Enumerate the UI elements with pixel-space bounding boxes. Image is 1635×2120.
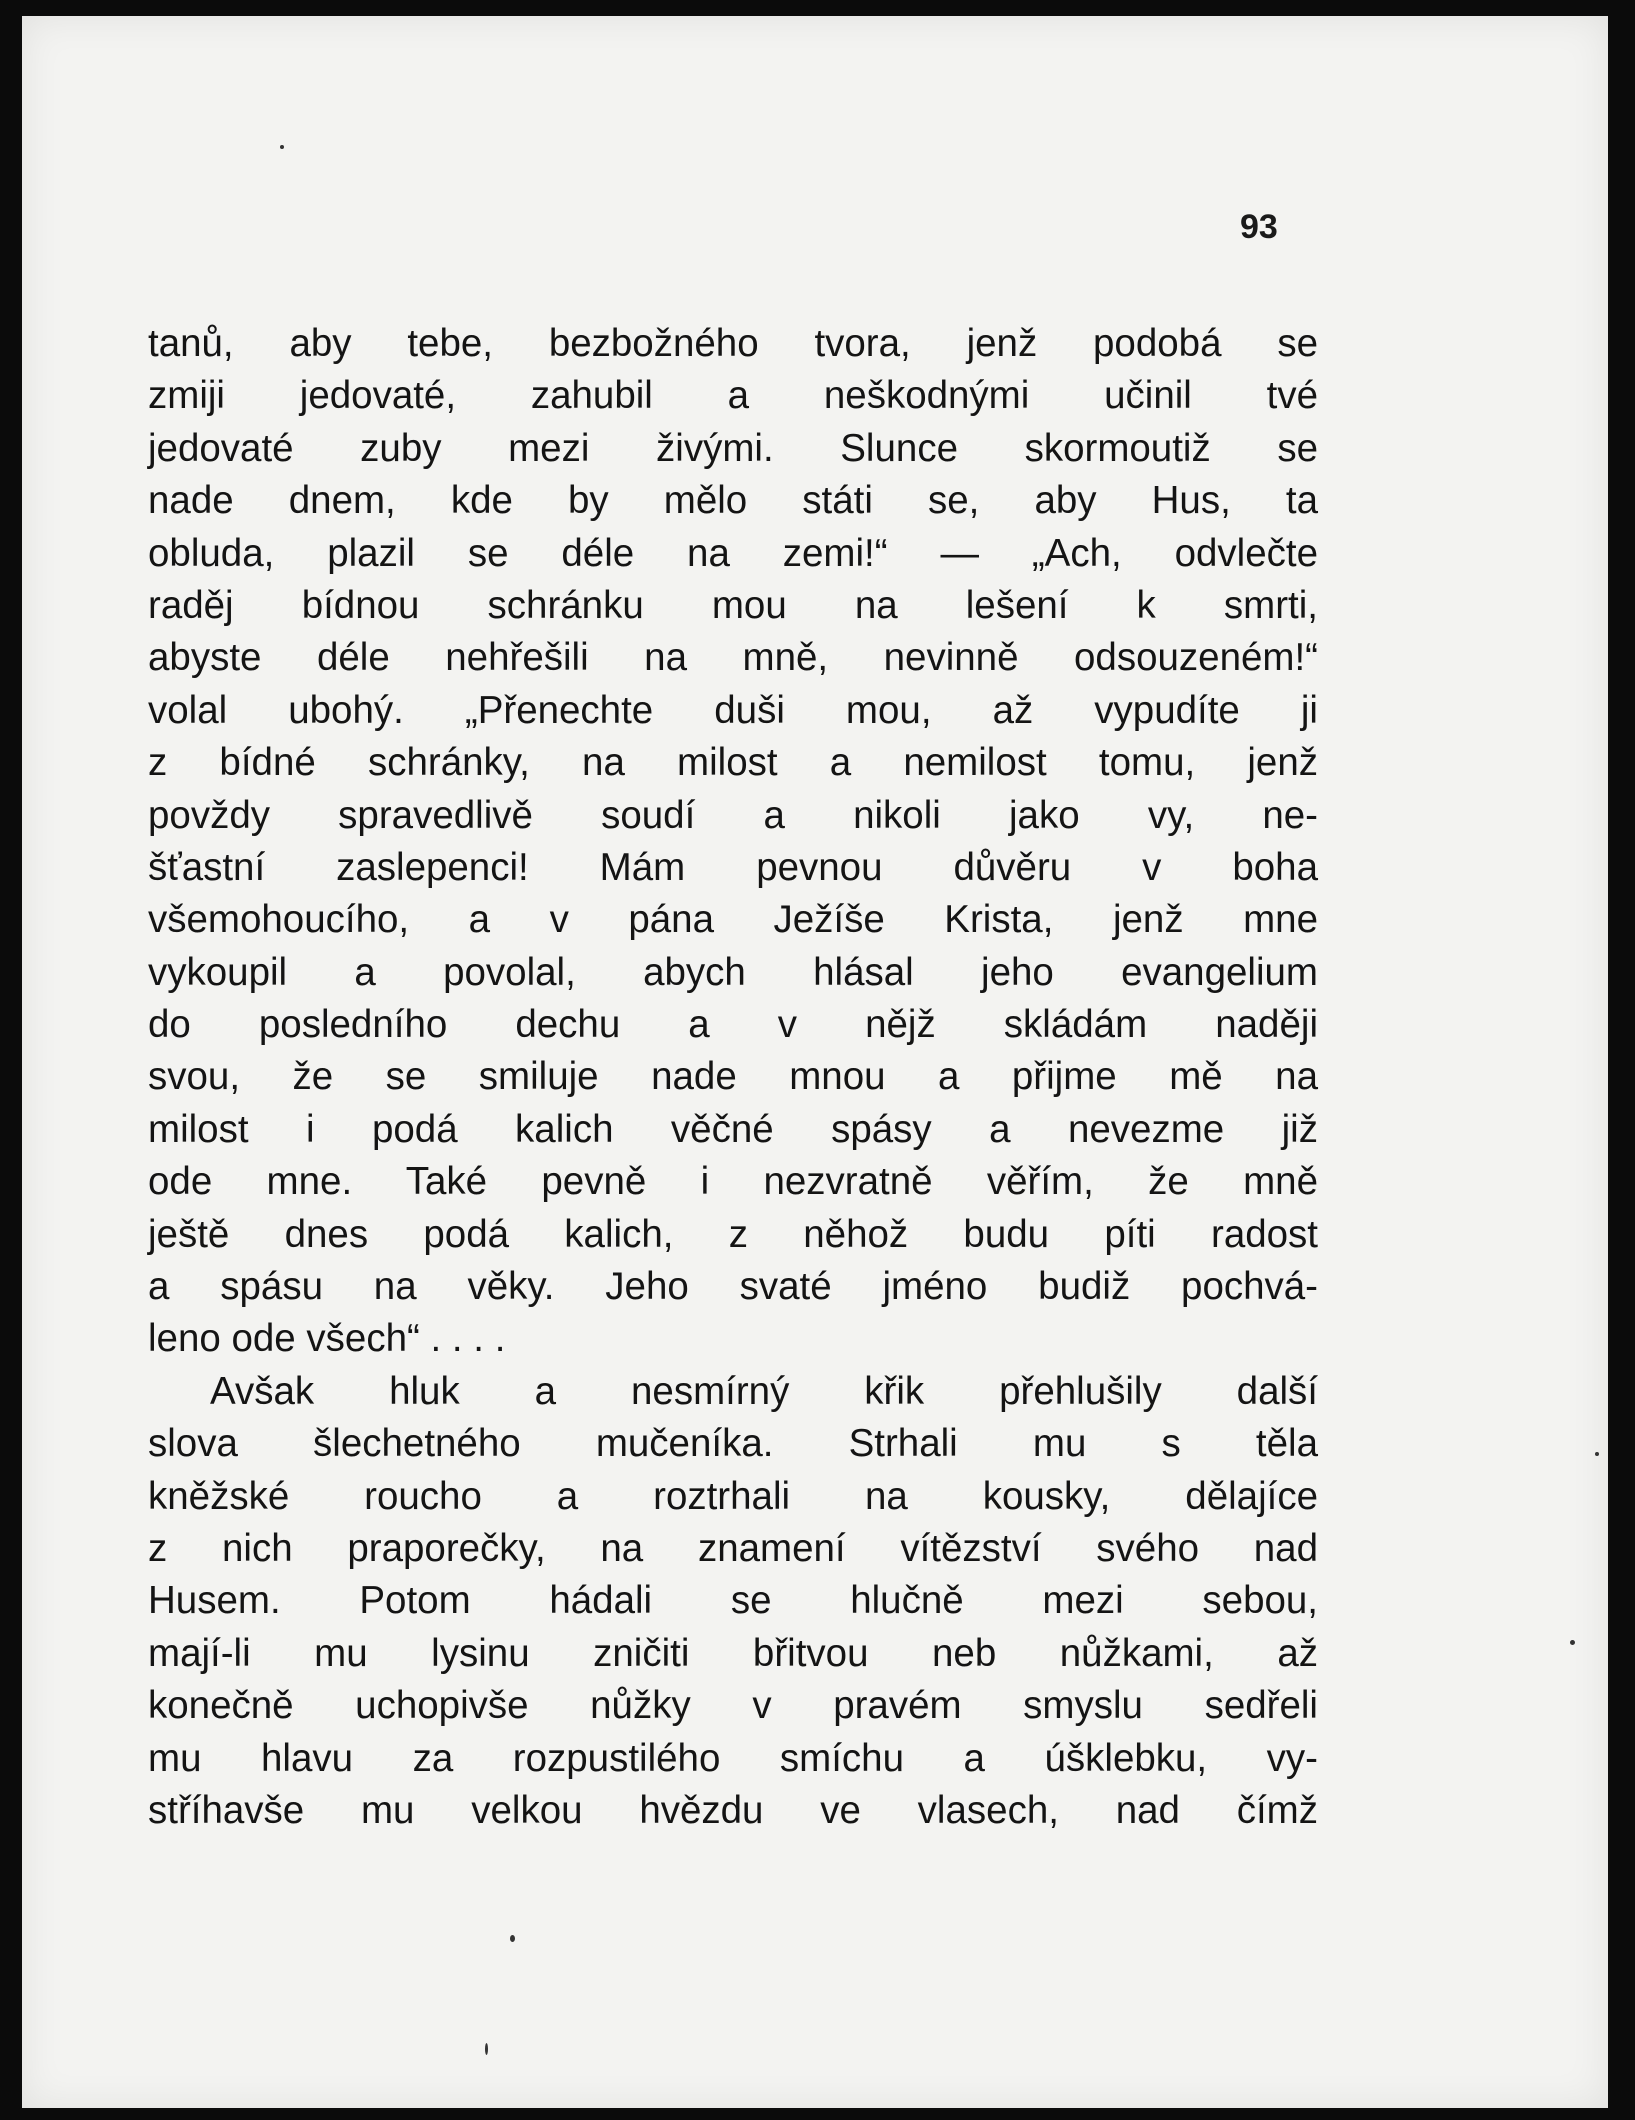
text-line: mají-li mu lysinu zničiti břitvou neb nůžkami, až bbox=[148, 1631, 1318, 1675]
text-line: ode mne. Také pevně i nezvratně věřím, že mně bbox=[148, 1160, 1318, 1204]
text-line: šťastní zaslepenci! Mám pevnou důvěru v boha bbox=[148, 845, 1318, 889]
text-line: svou, že se smiluje nade mnou a přijme mě na bbox=[148, 1055, 1318, 1099]
text-line: mu hlavu za rozpustilého smíchu a úšklebku, vy- bbox=[148, 1736, 1318, 1780]
text-line: do posledního dechu a v nějž skládám naději bbox=[148, 1003, 1318, 1047]
text-line: volal ubohý. „Přenechte duši mou, až vypudíte ji bbox=[148, 688, 1318, 732]
text-line: ještě dnes podá kalich, z něhož budu píti radost bbox=[148, 1212, 1318, 1256]
text-line: Husem. Potom hádali se hlučně mezi sebou, bbox=[148, 1579, 1318, 1623]
text-line: leno ode všech“ . . . . bbox=[148, 1317, 506, 1361]
page-number: 93 bbox=[1240, 208, 1278, 246]
text-line: tanů, aby tebe, bezbožného tvora, jenž podobá se bbox=[148, 322, 1318, 365]
text-line: z bídné schránky, na milost a nemilost tomu, jenž bbox=[148, 741, 1318, 785]
text-line: konečně uchopivše nůžky v pravém smyslu sedřeli bbox=[148, 1684, 1318, 1728]
paragraph-first-line: Avšak hluk a nesmírný křik přehlušily další bbox=[210, 1369, 1318, 1413]
text-line: abyste déle nehřešili na mně, nevinně odsouzeném!“ bbox=[148, 636, 1318, 680]
text-line: vykoupil a povolal, abych hlásal jeho evangelium bbox=[148, 950, 1318, 994]
text-line: nade dnem, kde by mělo státi se, aby Hus, ta bbox=[148, 479, 1318, 523]
scan-speck bbox=[1595, 1452, 1599, 1456]
text-line: slova šlechetného mučeníka. Strhali mu s těla bbox=[148, 1422, 1318, 1466]
scan-speck bbox=[510, 1935, 515, 1942]
text-line: z nich praporečky, na znamení vítězství svého nad bbox=[148, 1526, 1318, 1570]
scan-speck bbox=[485, 2043, 488, 2055]
text-line: raděj bídnou schránku mou na lešení k smrti, bbox=[148, 583, 1318, 627]
text-line: zmiji jedovaté, zahubil a neškodnými učinil tvé bbox=[148, 374, 1318, 418]
text-line: povždy spravedlivě soudí a nikoli jako vy, ne- bbox=[148, 793, 1318, 837]
scan-speck bbox=[280, 145, 284, 149]
text-line: jedovaté zuby mezi živými. Slunce skormoutiž se bbox=[148, 426, 1318, 470]
text-line: všemohoucího, a v pána Ježíše Krista, jenž mne bbox=[148, 898, 1318, 942]
scan-speck bbox=[1570, 1640, 1575, 1645]
body-text bbox=[148, 318, 1318, 1837]
text-line: milost i podá kalich věčné spásy a nevezme již bbox=[148, 1107, 1318, 1151]
text-line: obluda, plazil se déle na zemi!“ — „Ach, odvlečte bbox=[148, 531, 1318, 575]
text-line: kněžské roucho a roztrhali na kousky, dělajíce bbox=[148, 1474, 1318, 1518]
text-line: a spásu na věky. Jeho svaté jméno budiž pochvá- bbox=[148, 1265, 1318, 1309]
text-line: stříhavše mu velkou hvězdu ve vlasech, nad čímž bbox=[148, 1788, 1318, 1832]
